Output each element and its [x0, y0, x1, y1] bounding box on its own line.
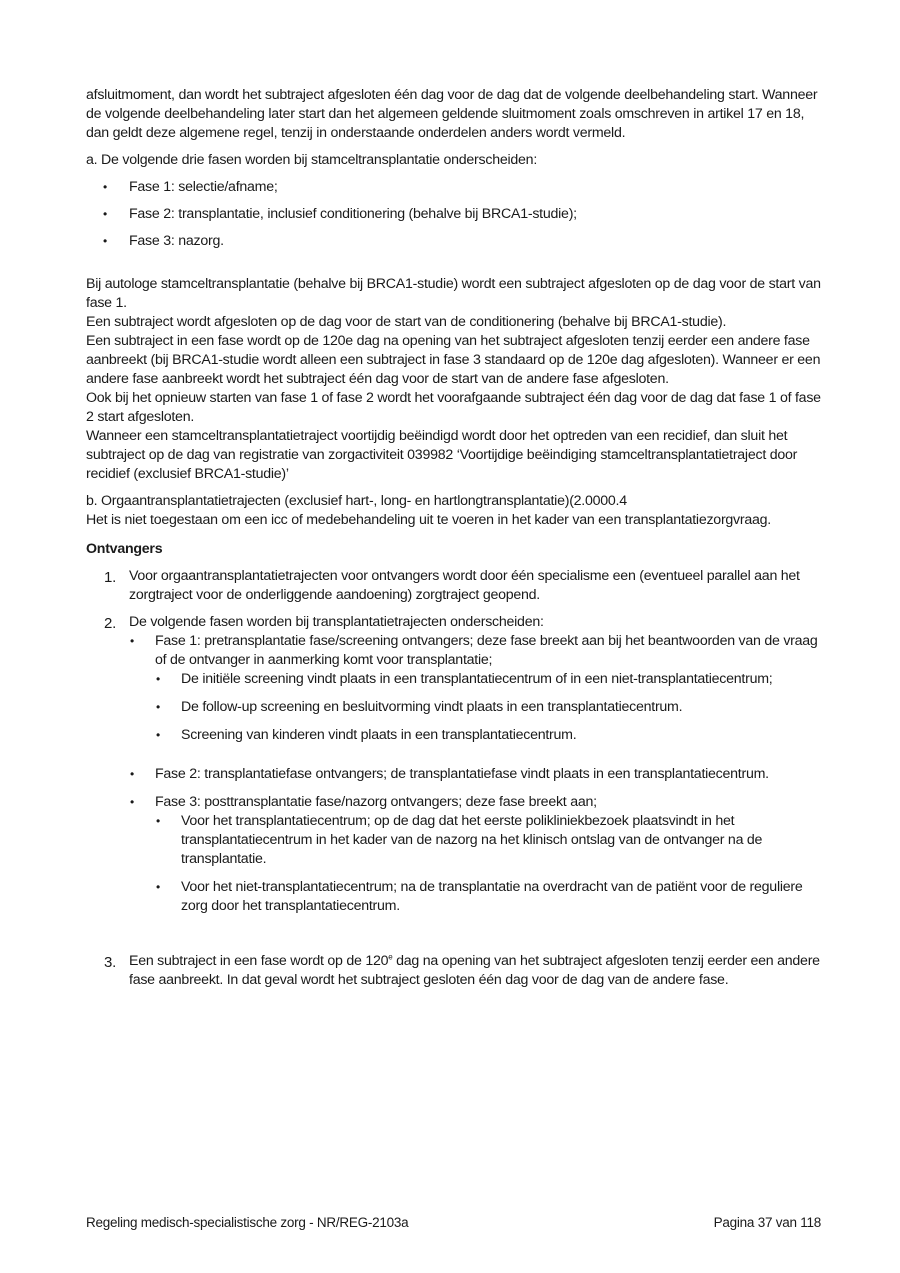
- rule-paragraph: Bij autologe stamceltransplantatie (behalve bij BRCA1-studie) wordt een subtraject afgesloten op de dag voor de start van fase 1.: [86, 276, 821, 311]
- rule-paragraph: Ook bij het opnieuw starten van fase 1 of fase 2 wordt het voorafgaande subtraject één dag voor de dag dat fase 1 of fase 2 start afgesloten.: [86, 390, 821, 425]
- phase-text: Fase 2: transplantatiefase ontvangers; de transplantatiefase vindt plaats in een transplantatiecentrum.: [155, 766, 769, 782]
- list-item: • De follow-up screening en besluitvorming vindt plaats in een transplantatiecentrum.: [155, 698, 821, 717]
- list-item: • Fase 1: selectie/afname;: [86, 178, 821, 197]
- footer-document-title: Regeling medisch-specialistische zorg - NR/REG-2103a: [86, 1215, 409, 1230]
- rule-paragraph: Een subtraject wordt afgesloten op de dag voor de start van de conditionering (behalve bij BRCA1-studie).: [86, 314, 727, 330]
- section-b-note: Het is niet toegestaan om een icc of medebehandeling uit te voeren in het kader van een transplantatiezorgvraag.: [86, 512, 771, 528]
- sub-list: [155, 812, 821, 916]
- list-item: [129, 765, 821, 784]
- section-b-title: b. Orgaantransplantatietrajecten (exclusief hart-, long- en hartlongtransplantatie)(2.0000.4: [86, 493, 627, 509]
- list-item: • Fase 3: nazorg.: [86, 232, 821, 251]
- sub-list: [155, 670, 821, 745]
- rule-paragraph: Een subtraject in een fase wordt op de 120e dag na opening van het subtraject afgesloten tenzij eerder een andere fase aanbreekt (bij BRCA1-studie wordt alleen een subtraject in fase 3 standaard op de 120e dag afgesloten). Wanneer er een andere fase aanbreekt wordt het subtraject één dag voor de start van de andere fase afgesloten.: [86, 333, 821, 387]
- superscript: e: [388, 952, 393, 962]
- list-item: • Screening van kinderen vindt plaats in een transplantatiecentrum.: [155, 726, 821, 745]
- list-item: • Fase 2: transplantatie, inclusief conditionering (behalve bij BRCA1-studie);: [86, 205, 821, 224]
- stamcel-phase-list: [86, 178, 821, 251]
- item-number: 3.: [104, 954, 117, 971]
- rule-paragraph: Wanneer een stamceltransplantatietraject voortijdig beëindigd wordt door het optreden van een recidief, dan sluit het subtraject op de dag van registratie van zorgactiviteit 039982 ‘Voortijdige beëindiging stamceltransplantatietraject door recidief (exclusief BRCA1-studie)’: [86, 428, 798, 482]
- footer-page-number: Pagina 37 van 118: [713, 1215, 821, 1230]
- list-item: • Voor het transplantatiecentrum; op de dag dat het eerste polikliniekbezoek plaatsvindt in het transplantatiecentrum in het kader van de nazorg na het klinisch ontslag van de ontvanger na de transplantatie.: [155, 812, 821, 869]
- list-item: • De initiële screening vindt plaats in een transplantatiecentrum of in een niet-transplantatiecentrum;: [155, 670, 821, 689]
- item-text-end: dag na opening van het subtraject afgesloten tenzij eerder een andere fase aanbreekt. In dat geval wordt het subtraject gesloten één dag voor de dag van de andere fase.: [129, 953, 820, 988]
- section-heading-ontvangers: Ontvangers: [86, 541, 163, 557]
- list-item: [129, 793, 821, 916]
- item-number: 2.: [104, 615, 117, 632]
- intro-paragraph: afsluitmoment, dan wordt het subtraject afgesloten één dag voor de dag dat de volgende deelbehandeling start. Wanneer de volgende deelbehandeling later start dan het algemeen geldende sluitmoment zoals omschreven in artikel 17 en 18, dan geldt deze algemene regel, tenzij in onderstaande onderdelen anders wordt vermeld.: [86, 87, 818, 141]
- numbered-item: [86, 567, 821, 605]
- item-number: 1.: [104, 569, 117, 586]
- ontvangers-numbered-list: [86, 567, 821, 990]
- item-text-start: Een subtraject in een fase wordt op de 120: [129, 953, 389, 969]
- page-footer: [86, 1213, 821, 1232]
- list-item: [129, 632, 821, 745]
- numbered-item: [86, 952, 821, 990]
- stamcel-rules: [86, 275, 821, 484]
- list-item: • Voor het niet-transplantatiecentrum; na de transplantatie na overdracht van de patiënt voor de reguliere zorg door het transplantatiecentrum.: [155, 878, 821, 916]
- item-text: De volgende fasen worden bij transplantatietrajecten onderscheiden:: [129, 614, 544, 630]
- numbered-item: [86, 613, 821, 916]
- phase-text: Fase 1: pretransplantatie fase/screening ontvangers; deze fase breekt aan bij het beantwoorden van de vraag of de ontvanger in aanmerking komt voor transplantatie;: [155, 633, 818, 668]
- section-a-intro: a. De volgende drie fasen worden bij stamceltransplantatie onderscheiden:: [86, 152, 538, 168]
- transplant-phase-list: [129, 632, 821, 916]
- phase-text: Fase 3: posttransplantatie fase/nazorg ontvangers; deze fase breekt aan;: [155, 794, 597, 810]
- item-text: Voor orgaantransplantatietrajecten voor ontvangers wordt door één specialisme een (eventueel parallel aan het zorgtraject voor de onderliggende aandoening) zorgtraject geopend.: [129, 568, 800, 603]
- document-page: [86, 86, 821, 998]
